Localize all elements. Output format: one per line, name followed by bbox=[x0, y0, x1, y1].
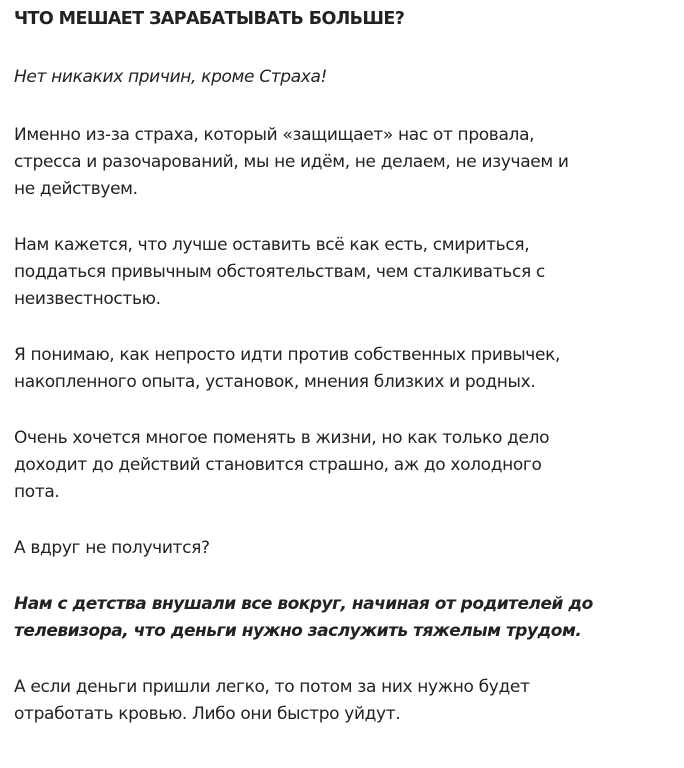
paragraph-1-line-2: стресса и разочарований, мы не идём, не делаем, не изучаем и bbox=[14, 152, 569, 172]
post-subtitle: Нет никаких причин, кроме Страха! bbox=[14, 67, 328, 87]
paragraph-6-line-1: Нам с детства внушали все вокруг, начиная от родителей до bbox=[14, 594, 593, 614]
post-title: ЧТО МЕШАЕТ ЗАРАБАТЫВАТЬ БОЛЬШЕ? bbox=[14, 9, 405, 29]
paragraph-4-line-3: пота. bbox=[14, 482, 60, 502]
paragraph-3-line-2: накопленного опыта, установок, мнения близких и родных. bbox=[14, 372, 536, 392]
paragraph-4-line-2: доходит до действий становится страшно, аж до холодного bbox=[14, 455, 542, 475]
paragraph-7-line-2: отработать кровью. Либо они быстро уйдут. bbox=[14, 704, 401, 724]
paragraph-3-line-1: Я понимаю, как непросто идти против собственных привычек, bbox=[14, 345, 561, 365]
paragraph-1-line-1: Именно из-за страха, который «защищает» нас от провала, bbox=[14, 125, 535, 145]
paragraph-2-line-1: Нам кажется, что лучше оставить всё как есть, смириться, bbox=[14, 235, 530, 255]
paragraph-2-line-3: неизвестностью. bbox=[14, 289, 161, 309]
paragraph-1-line-3: не действуем. bbox=[14, 179, 138, 199]
paragraph-2-line-2: поддаться привычным обстоятельствам, чем сталкиваться с bbox=[14, 262, 545, 282]
paragraph-4-line-1: Очень хочется многое поменять в жизни, но как только дело bbox=[14, 428, 550, 448]
paragraph-7-line-1: А если деньги пришли легко, то потом за них нужно будет bbox=[14, 677, 530, 697]
paragraph-6-line-2: телевизора, что деньги нужно заслужить тяжелым трудом. bbox=[14, 621, 582, 641]
paragraph-5: А вдруг не получится? bbox=[14, 538, 210, 558]
